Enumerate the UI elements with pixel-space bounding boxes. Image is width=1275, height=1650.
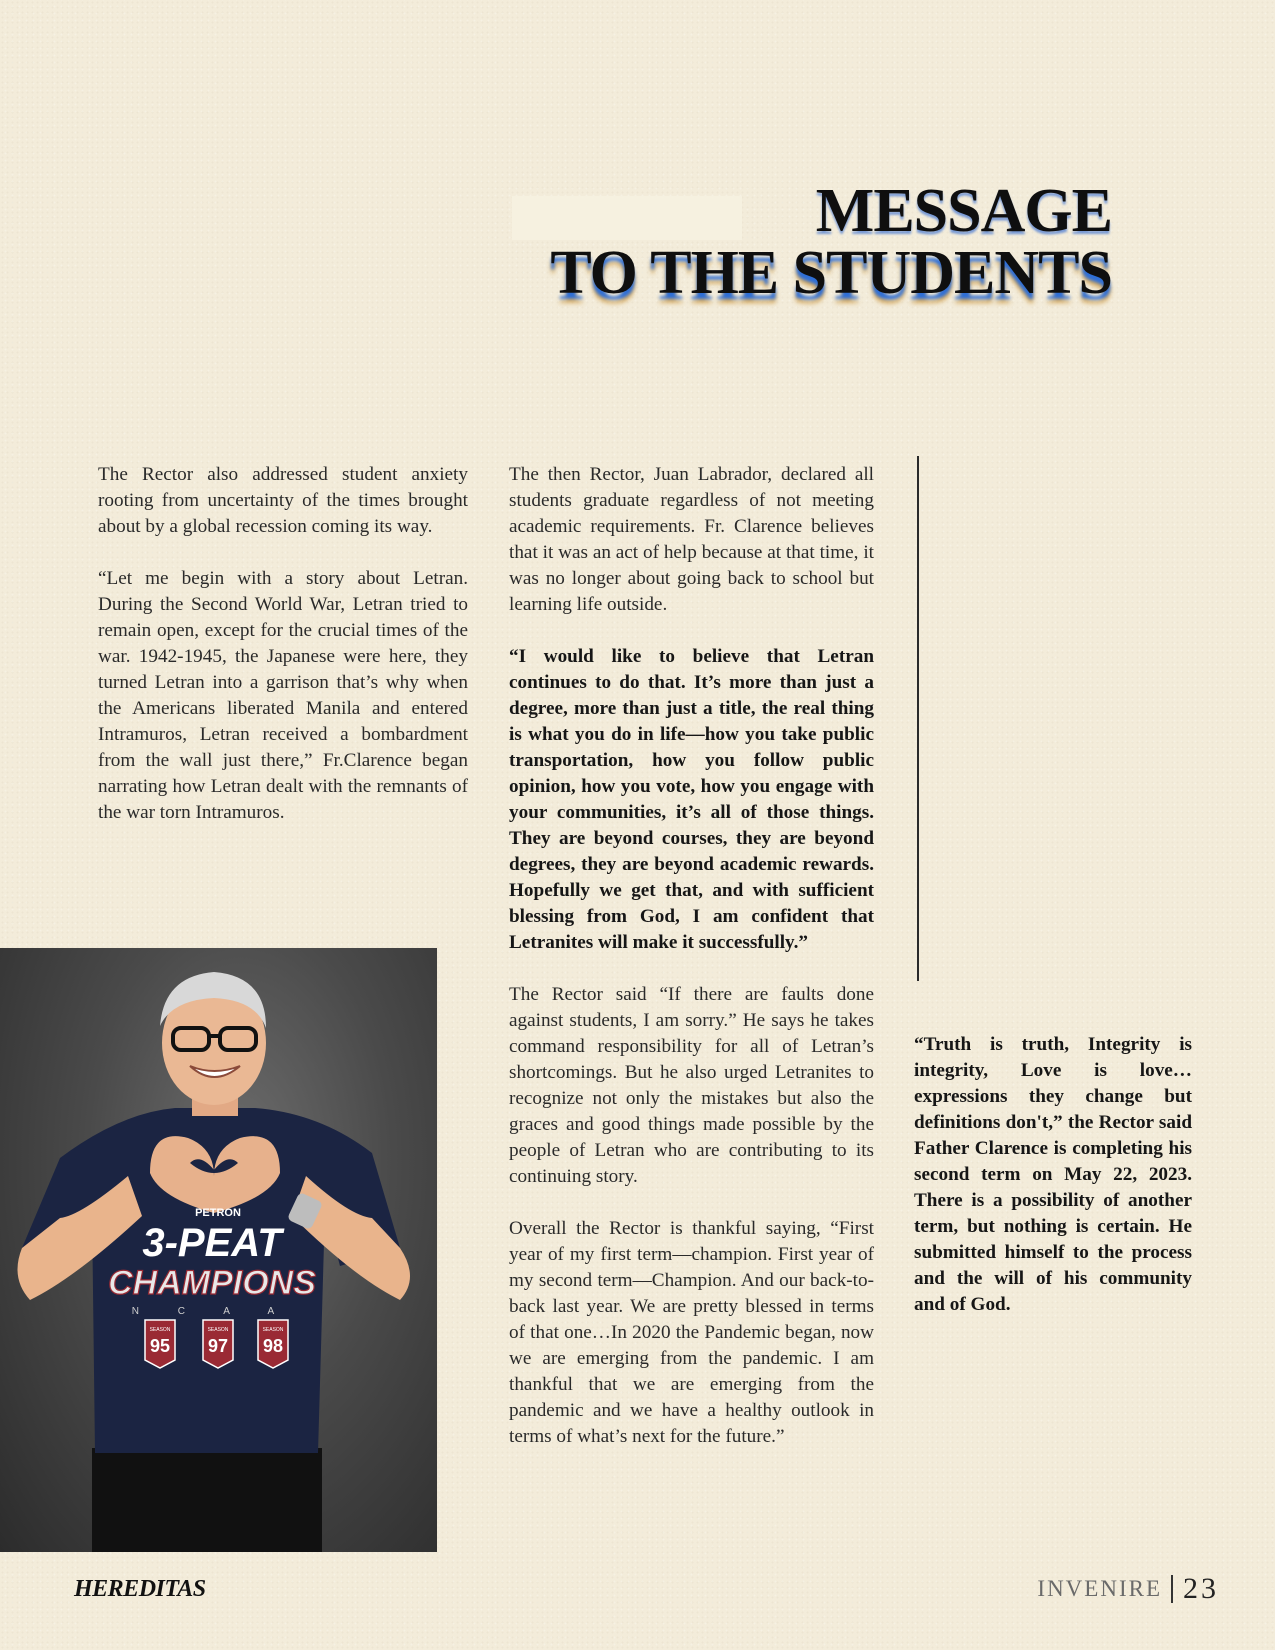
pants xyxy=(92,1448,322,1552)
article-column-2 xyxy=(509,462,874,1476)
season-97: 97 xyxy=(207,1336,229,1356)
pull-quote: “Truth is truth, Integrity is integrity, Love is love… expressions they change but definitions don't,” the Rector said Father Clarence is completing his second term on May 22, 2023. There is a possibility of another term, but nothing is certain. He submitted himself to the process and the will of his community and of God. xyxy=(914,1034,1192,1315)
title-line-2: TO THE STUDENTS xyxy=(550,239,1112,307)
column-divider xyxy=(917,456,919,981)
shirt-league: N C A A xyxy=(131,1306,293,1317)
shirt-logo: PETRON xyxy=(195,1207,241,1219)
page-footer xyxy=(1037,1572,1219,1606)
article-column-1 xyxy=(98,462,468,852)
paragraph: The Rector also addressed student anxiety rooting from uncertainty of the times brought about by a global recession coming its way. xyxy=(98,464,468,537)
paragraph: “Let me begin with a story about Letran. During the Second World War, Letran tried to remain open, except for the crucial times of the war. 1942-1945, the Japanese were here, they turned Letran into a garrison that’s why when the Americans liberated Manila and entered Intramuros, Letran received a bombardment from the wall just there,” Fr.Clarence began narrating how Letran dealt with the remnants of the war torn Intramuros. xyxy=(98,568,468,823)
season-98: 98 xyxy=(262,1336,284,1356)
banner-label: SEASON xyxy=(149,1327,171,1333)
page-title xyxy=(550,177,1112,307)
paragraph: The then Rector, Juan Labrador, declared all students graduate regardless of not meeting academic requirements. Fr. Clarence believes that it was an act of help because at that time, it was no longer about going back to school but learning life outside. xyxy=(509,464,874,615)
title-line-1: MESSAGE xyxy=(815,177,1112,245)
publication-name: HEREDITAS xyxy=(74,1576,206,1602)
rector-photo xyxy=(0,948,437,1552)
banner-label: SEASON xyxy=(262,1327,284,1333)
rector-portrait-illustration xyxy=(0,948,437,1552)
season-banners xyxy=(145,1320,288,1368)
banner-label: SEASON xyxy=(207,1327,229,1333)
paragraph: Overall the Rector is thankful saying, “First year of my first term—champion. First year of my second term—Champion. And our back-to-back last year. We are pretty blessed in terms of that one…In 2020 the Pandemic began, now we are emerging from the pandemic. I am thankful that we are emerging from the pandemic and we have a healthy outlook in terms of what’s next for the future.” xyxy=(509,1218,874,1447)
page-number: 23 xyxy=(1183,1572,1219,1605)
magazine-name: INVENIRE xyxy=(1037,1576,1162,1601)
paragraph: The Rector said “If there are faults done against students, I am sorry.” He says he takes command responsibility for all of Letran’s shortcomings. But he also urged Letranites to recognize not only the mistakes but also the graces and good things made possible by the people of Letran who are contributing to its continuing story. xyxy=(509,984,874,1187)
season-95: 95 xyxy=(149,1336,171,1356)
pull-quote: “I would like to believe that Letran continues to do that. It’s more than just a degree, more than just a title, the real thing is what you do in life—how you take public transportation, how you follow public opinion, how you vote, how you engage with your communities, it’s all of those things. They are beyond courses, they are beyond degrees, they are beyond academic rewards. Hopefully we get that, and with sufficient blessing from God, I am confident that Letranites will make it successfully.” xyxy=(509,646,874,953)
shirt-line-1: 3-PEAT xyxy=(142,1221,282,1265)
article-column-3 xyxy=(914,1032,1192,1344)
footer-separator xyxy=(1171,1575,1173,1603)
shirt-line-2: CHAMPIONS xyxy=(108,1264,316,1302)
